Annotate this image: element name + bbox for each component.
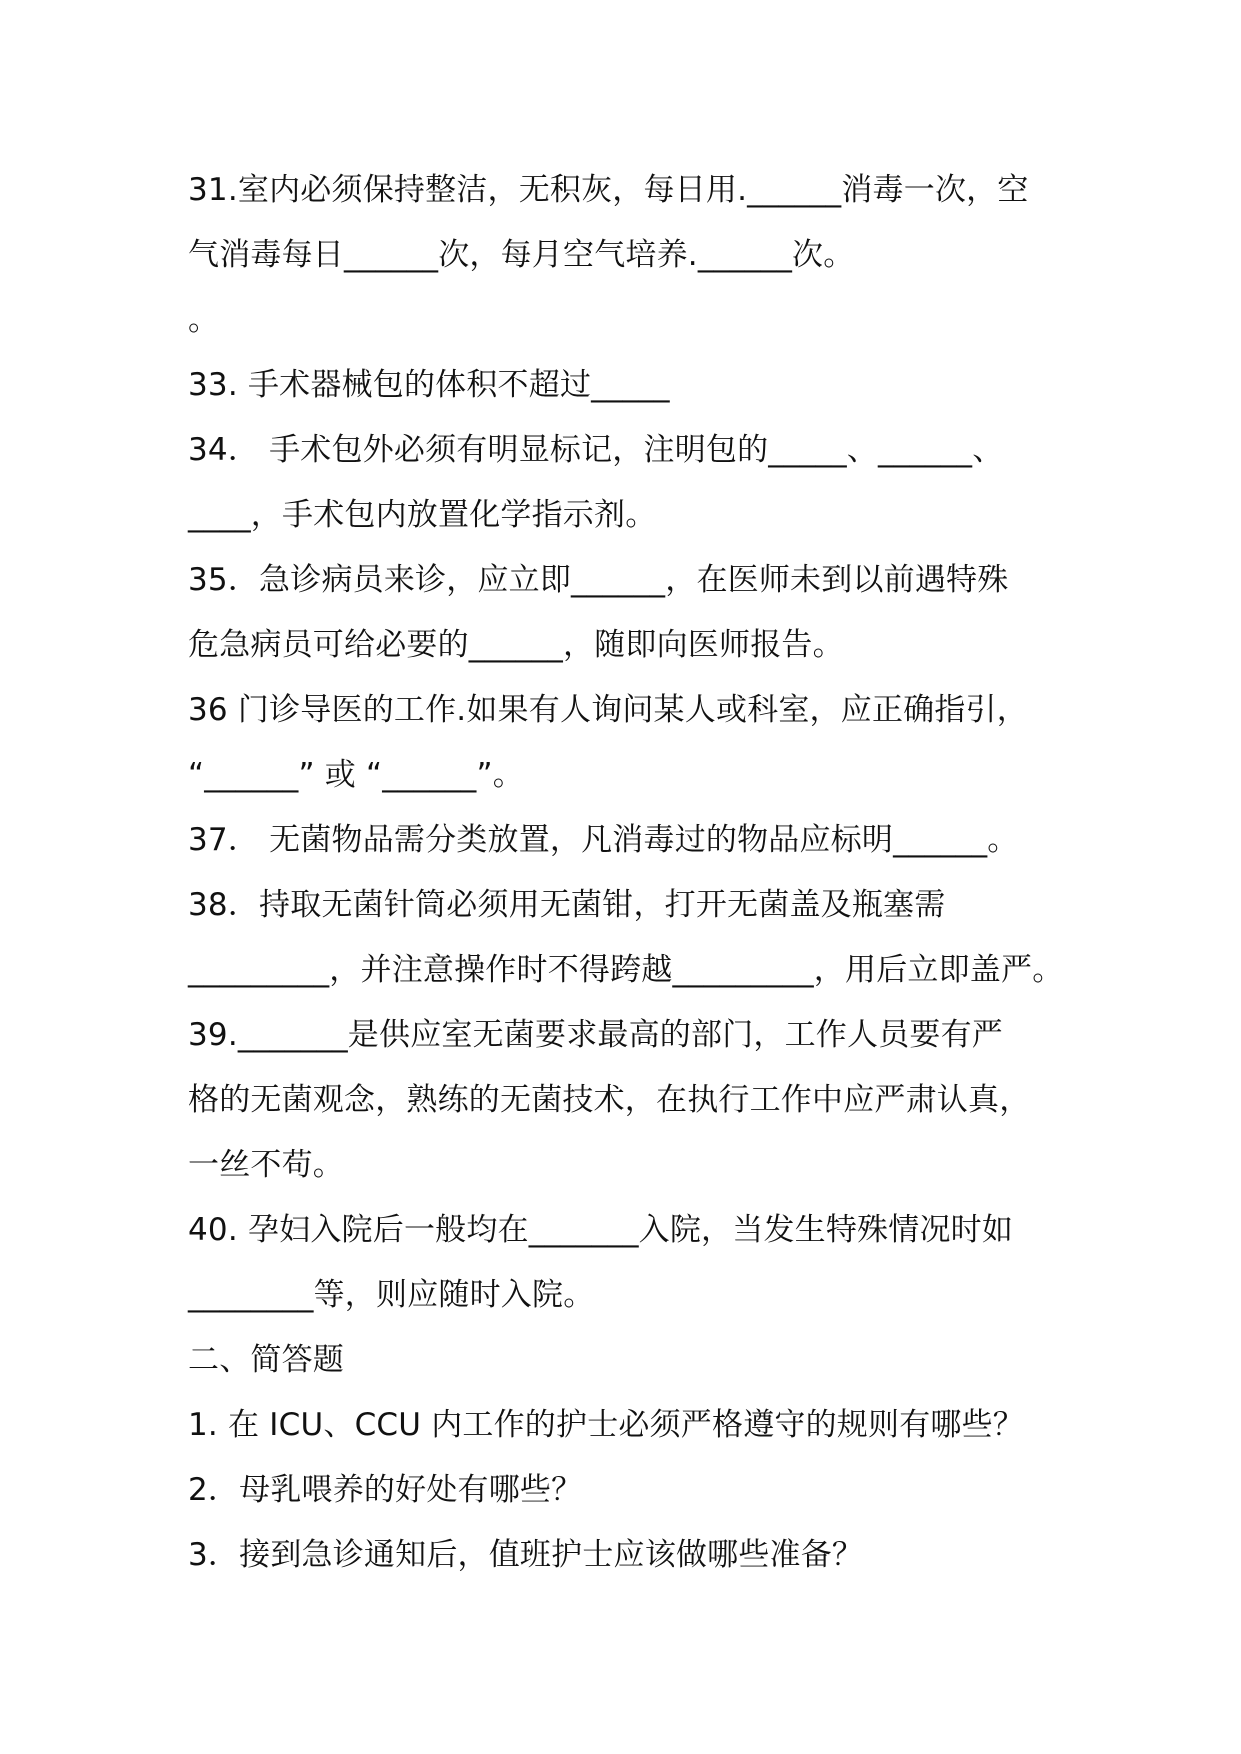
text-line-period: 。	[188, 302, 220, 338]
text-line-q31-part1: 31.室内必须保持整洁，无积灰，每日用.______消毒一次，空	[188, 172, 1029, 208]
text-line-sa3: 3．接到急诊通知后，值班护士应该做哪些准备？	[188, 1537, 864, 1573]
text-line-q36-part2: “______” 或 “______”。	[188, 757, 524, 793]
text-line-q39-part3: 一丝不苟。	[188, 1147, 344, 1183]
text-line-q34-part1: 34． 手术包外必须有明显标记，注明包的_____、______、	[188, 432, 1004, 468]
text-line-q39-part2: 格的无菌观念，熟练的无菌技术，在执行工作中应严肃认真，	[188, 1082, 1031, 1118]
text-line-q39-part1: 39._______是供应室无菌要求最高的部门，工作人员要有严	[188, 1017, 1003, 1053]
text-line-sa2: 2．母乳喂养的好处有哪些？	[188, 1472, 583, 1508]
text-line-q40-part1: 40. 孕妇入院后一般均在_______入院，当发生特殊情况时如	[188, 1212, 1014, 1248]
text-line-q34-part2: ____，手术包内放置化学指示剂。	[188, 497, 657, 533]
section-heading-short-answer: 二、简答题	[188, 1342, 344, 1378]
text-line-q36-part1: 36 门诊导医的工作.如果有人询问某人或科室，应正确指引，	[188, 692, 1028, 728]
text-line-q38-part2: _________，并注意操作时不得跨越_________，用后立即盖严。	[188, 952, 1064, 988]
text-line-q38-part1: 38．持取无菌针筒必须用无菌钳，打开无菌盖及瓶塞需	[188, 887, 946, 923]
text-line-q35-part1: 35．急诊病员来诊，应立即______，在医师未到以前遇特殊	[188, 562, 1009, 598]
text-line-q35-part2: 危急病员可给必要的______，随即向医师报告。	[188, 627, 844, 663]
text-line-q40-part2: ________等，则应随时入院。	[188, 1277, 595, 1313]
text-line-q31-part2: 气消毒每日______次，每月空气培养.______次。	[188, 237, 855, 273]
document-body	[188, 158, 1068, 1588]
text-line-q33: 33. 手术器械包的体积不超过_____	[188, 367, 670, 403]
text-line-sa1: 1. 在 ICU、CCU 内工作的护士必须严格遵守的规则有哪些？	[188, 1407, 1024, 1443]
text-line-q37: 37． 无菌物品需分类放置，凡消毒过的物品应标明______。	[188, 822, 1019, 858]
